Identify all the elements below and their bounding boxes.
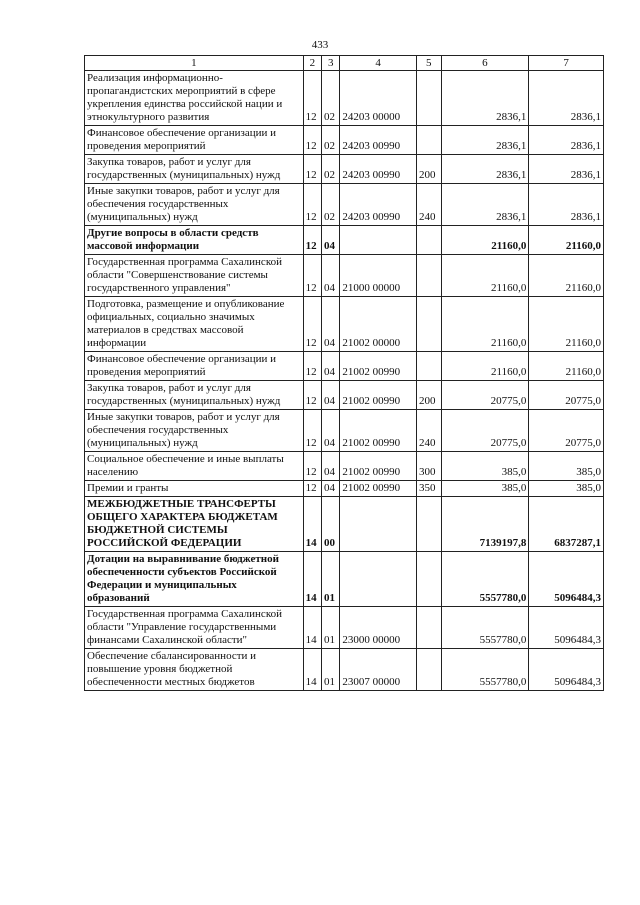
row-amount-col7: 21160,0	[529, 226, 604, 255]
row-subsection-code: 01	[322, 649, 340, 691]
table-row	[85, 226, 604, 255]
row-expense-type	[416, 297, 441, 352]
row-subsection-code: 04	[322, 381, 340, 410]
row-section-code: 14	[303, 497, 321, 552]
row-section-code: 12	[303, 410, 321, 452]
row-amount-col7: 20775,0	[529, 381, 604, 410]
row-name: Подготовка, размещение и опубликование официальных, социально значимых материалов в средствах массовой информации	[85, 297, 304, 352]
row-amount-col6: 2836,1	[441, 155, 529, 184]
row-section-code: 14	[303, 649, 321, 691]
row-section-code: 12	[303, 255, 321, 297]
row-target-article	[340, 226, 417, 255]
row-amount-col7: 5096484,3	[529, 649, 604, 691]
row-expense-type: 300	[416, 452, 441, 481]
row-amount-col7: 2836,1	[529, 155, 604, 184]
row-subsection-code: 01	[322, 607, 340, 649]
row-amount-col7: 2836,1	[529, 71, 604, 126]
row-subsection-code: 04	[322, 226, 340, 255]
row-target-article: 21002 00990	[340, 410, 417, 452]
row-amount-col6: 21160,0	[441, 297, 529, 352]
row-subsection-code: 04	[322, 410, 340, 452]
row-expense-type	[416, 226, 441, 255]
table-body	[85, 71, 604, 691]
row-target-article: 23007 00000	[340, 649, 417, 691]
row-subsection-code: 02	[322, 126, 340, 155]
table-row	[85, 452, 604, 481]
row-expense-type: 240	[416, 410, 441, 452]
row-name: Премии и гранты	[85, 481, 304, 497]
column-number-row	[85, 56, 604, 71]
row-target-article: 24203 00990	[340, 155, 417, 184]
table-row	[85, 497, 604, 552]
row-amount-col6: 385,0	[441, 452, 529, 481]
row-name: Финансовое обеспечение организации и проведения мероприятий	[85, 126, 304, 155]
row-amount-col7: 385,0	[529, 481, 604, 497]
row-amount-col6: 385,0	[441, 481, 529, 497]
row-name: Иные закупки товаров, работ и услуг для обеспечения государственных (муниципальных) нужд	[85, 184, 304, 226]
row-expense-type	[416, 255, 441, 297]
row-section-code: 12	[303, 71, 321, 126]
table-row	[85, 255, 604, 297]
row-section-code: 12	[303, 184, 321, 226]
row-amount-col6: 21160,0	[441, 255, 529, 297]
budget-table	[84, 55, 604, 691]
row-section-code: 12	[303, 481, 321, 497]
row-amount-col7: 2836,1	[529, 184, 604, 226]
row-name: Закупка товаров, работ и услуг для государственных (муниципальных) нужд	[85, 155, 304, 184]
row-target-article: 21002 00990	[340, 452, 417, 481]
table-row	[85, 481, 604, 497]
table-row	[85, 607, 604, 649]
row-section-code: 12	[303, 381, 321, 410]
table-row	[85, 381, 604, 410]
row-amount-col6: 21160,0	[441, 226, 529, 255]
column-header: 3	[322, 56, 340, 71]
row-subsection-code: 04	[322, 452, 340, 481]
row-expense-type: 350	[416, 481, 441, 497]
row-name: Государственная программа Сахалинской области "Управление государственными финансами Сахалинской области"	[85, 607, 304, 649]
row-amount-col7: 21160,0	[529, 255, 604, 297]
column-header: 6	[441, 56, 529, 71]
column-header: 5	[416, 56, 441, 71]
row-amount-col6: 20775,0	[441, 381, 529, 410]
row-amount-col6: 5557780,0	[441, 649, 529, 691]
row-amount-col7: 21160,0	[529, 352, 604, 381]
row-expense-type	[416, 607, 441, 649]
row-expense-type: 240	[416, 184, 441, 226]
row-name: Социальное обеспечение и иные выплаты населению	[85, 452, 304, 481]
row-subsection-code: 04	[322, 255, 340, 297]
row-expense-type	[416, 352, 441, 381]
table-row	[85, 126, 604, 155]
table-row	[85, 297, 604, 352]
row-section-code: 12	[303, 452, 321, 481]
row-amount-col7: 20775,0	[529, 410, 604, 452]
row-expense-type	[416, 552, 441, 607]
row-amount-col6: 5557780,0	[441, 552, 529, 607]
row-amount-col7: 6837287,1	[529, 497, 604, 552]
row-subsection-code: 02	[322, 71, 340, 126]
column-header: 1	[85, 56, 304, 71]
row-expense-type: 200	[416, 155, 441, 184]
row-target-article: 21002 00000	[340, 297, 417, 352]
row-amount-col7: 21160,0	[529, 297, 604, 352]
row-subsection-code: 02	[322, 155, 340, 184]
page-number: 433	[311, 39, 329, 51]
row-subsection-code: 02	[322, 184, 340, 226]
column-header: 7	[529, 56, 604, 71]
row-amount-col6: 2836,1	[441, 126, 529, 155]
row-amount-col7: 2836,1	[529, 126, 604, 155]
row-target-article	[340, 552, 417, 607]
row-name: МЕЖБЮДЖЕТНЫЕ ТРАНСФЕРТЫ ОБЩЕГО ХАРАКТЕРА БЮДЖЕТАМ БЮДЖЕТНОЙ СИСТЕМЫ РОССИЙСКОЙ ФЕДЕРАЦИИ	[85, 497, 304, 552]
table-row	[85, 71, 604, 126]
row-expense-type: 200	[416, 381, 441, 410]
row-subsection-code: 01	[322, 552, 340, 607]
column-header: 2	[303, 56, 321, 71]
row-target-article: 24203 00990	[340, 184, 417, 226]
row-target-article	[340, 497, 417, 552]
table-row	[85, 649, 604, 691]
row-expense-type	[416, 497, 441, 552]
row-amount-col7: 385,0	[529, 452, 604, 481]
row-name: Обеспечение сбалансированности и повышение уровня бюджетной обеспеченности местных бюджетов	[85, 649, 304, 691]
row-name: Другие вопросы в области средств массовой информации	[85, 226, 304, 255]
row-target-article: 21002 00990	[340, 481, 417, 497]
row-section-code: 12	[303, 226, 321, 255]
table-row	[85, 352, 604, 381]
row-name: Государственная программа Сахалинской области "Совершенствование системы государственного управления"	[85, 255, 304, 297]
row-amount-col6: 21160,0	[441, 352, 529, 381]
row-amount-col6: 20775,0	[441, 410, 529, 452]
row-target-article: 24203 00990	[340, 126, 417, 155]
table-row	[85, 410, 604, 452]
row-subsection-code: 00	[322, 497, 340, 552]
row-target-article: 24203 00000	[340, 71, 417, 126]
row-section-code: 12	[303, 155, 321, 184]
table-row	[85, 552, 604, 607]
row-name: Иные закупки товаров, работ и услуг для обеспечения государственных (муниципальных) нужд	[85, 410, 304, 452]
row-expense-type	[416, 649, 441, 691]
row-subsection-code: 04	[322, 481, 340, 497]
row-name: Реализация информационно-пропагандистских мероприятий в сфере укрепления единства российской нации и этнокультурного развития	[85, 71, 304, 126]
row-name: Финансовое обеспечение организации и проведения мероприятий	[85, 352, 304, 381]
row-target-article: 21002 00990	[340, 352, 417, 381]
row-section-code: 14	[303, 607, 321, 649]
row-amount-col6: 5557780,0	[441, 607, 529, 649]
row-amount-col6: 2836,1	[441, 71, 529, 126]
row-section-code: 12	[303, 352, 321, 381]
column-header: 4	[340, 56, 417, 71]
row-section-code: 12	[303, 297, 321, 352]
row-amount-col6: 7139197,8	[441, 497, 529, 552]
row-name: Дотации на выравнивание бюджетной обеспеченности субъектов Российской Федерации и муниципальных образований	[85, 552, 304, 607]
row-amount-col7: 5096484,3	[529, 552, 604, 607]
row-subsection-code: 04	[322, 297, 340, 352]
table-row	[85, 155, 604, 184]
row-target-article: 21000 00000	[340, 255, 417, 297]
row-target-article: 23000 00000	[340, 607, 417, 649]
row-name: Закупка товаров, работ и услуг для государственных (муниципальных) нужд	[85, 381, 304, 410]
row-section-code: 14	[303, 552, 321, 607]
row-target-article: 21002 00990	[340, 381, 417, 410]
row-amount-col6: 2836,1	[441, 184, 529, 226]
row-subsection-code: 04	[322, 352, 340, 381]
row-expense-type	[416, 71, 441, 126]
row-amount-col7: 5096484,3	[529, 607, 604, 649]
table-row	[85, 184, 604, 226]
row-section-code: 12	[303, 126, 321, 155]
row-expense-type	[416, 126, 441, 155]
